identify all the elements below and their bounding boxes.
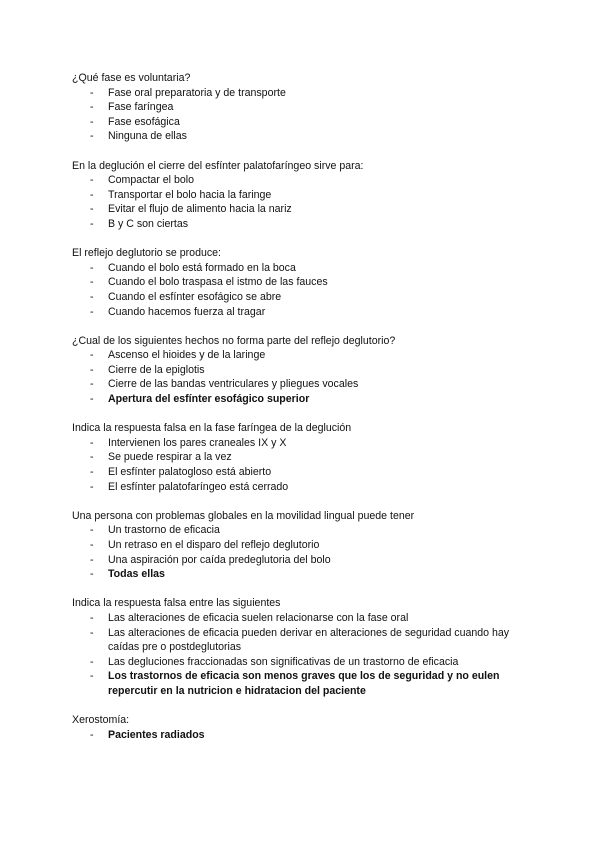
- answer-text: Se puede respirar a la vez: [108, 451, 232, 464]
- answer-option: [72, 377, 532, 392]
- question-text: Una persona con problemas globales en la movilidad lingual puede tener: [72, 509, 415, 522]
- answer-option: [72, 465, 532, 480]
- answer-text: Un trastorno de eficacia: [108, 524, 220, 537]
- dash-bullet-icon: -: [90, 568, 94, 581]
- question-block: [72, 596, 532, 698]
- question-text: En la deglución el cierre del esfínter palatofaríngeo sirve para:: [72, 159, 364, 172]
- answer-option: [72, 188, 532, 203]
- dash-bullet-icon: -: [90, 524, 94, 537]
- question-block: [72, 334, 532, 407]
- dash-bullet-icon: -: [90, 626, 94, 639]
- answer-option-highlighted: [72, 392, 532, 407]
- answer-list: [72, 173, 532, 231]
- answer-text: Ninguna de ellas: [108, 130, 187, 143]
- answer-list: [72, 728, 532, 743]
- answer-text: B y C son ciertas: [108, 217, 189, 230]
- dash-bullet-icon: -: [90, 480, 94, 493]
- dash-bullet-icon: -: [90, 451, 94, 464]
- answer-text: Evitar el flujo de alimento hacia la nariz: [108, 203, 292, 216]
- dash-bullet-icon: -: [90, 393, 94, 406]
- question-block: [72, 421, 532, 494]
- answer-text: Las alteraciones de eficacia pueden derivar en alteraciones de seguridad cuando hay caídas pre o postdeglutorias: [108, 626, 510, 654]
- answer-text: Los trastornos de eficacia son menos graves que los de seguridad y no eulen repercutir en la nutricion e hidratacion del paciente: [108, 670, 500, 697]
- dash-bullet-icon: -: [90, 539, 94, 551]
- question-text: Indica la respuesta falsa entre las siguientes: [72, 597, 281, 610]
- question-text: ¿Cual de los siguientes hechos no forma parte del reflejo deglutorio?: [72, 334, 396, 347]
- answer-option: [72, 261, 532, 276]
- question-block: [72, 159, 532, 232]
- answer-option: [72, 129, 532, 144]
- answer-option-highlighted: [72, 728, 532, 743]
- answer-option: [72, 275, 532, 290]
- answer-option: [72, 655, 532, 670]
- answer-text: Fase esofágica: [108, 115, 180, 128]
- dash-bullet-icon: -: [90, 276, 94, 289]
- question-block: [72, 509, 532, 582]
- answer-option: [72, 523, 532, 538]
- answer-list: [72, 523, 532, 581]
- answer-text: Cuando el bolo está formado en la boca: [108, 261, 296, 274]
- answer-option-highlighted: [72, 567, 532, 582]
- dash-bullet-icon: -: [90, 553, 94, 566]
- answer-option: [72, 290, 532, 305]
- question-text: El reflejo deglutorio se produce:: [72, 247, 221, 260]
- answer-option: [72, 305, 532, 320]
- dash-bullet-icon: -: [90, 349, 94, 362]
- dash-bullet-icon: -: [90, 378, 94, 391]
- dash-bullet-icon: -: [90, 174, 94, 187]
- quiz-content: [72, 71, 532, 757]
- answer-text: Apertura del esfínter esofágico superior: [108, 393, 310, 406]
- answer-text: Un retraso en el disparo del reflejo deglutorio: [108, 539, 320, 551]
- dash-bullet-icon: -: [90, 305, 94, 318]
- dash-bullet-icon: -: [90, 466, 94, 479]
- answer-text: Cuando el bolo traspasa el istmo de las fauces: [108, 276, 328, 289]
- dash-bullet-icon: -: [90, 203, 94, 216]
- answer-option: [72, 450, 532, 465]
- answer-option: [72, 626, 532, 655]
- answer-text: Las degluciones fraccionadas son significativas de un trastorno de eficacia: [108, 655, 459, 668]
- answer-text: Compactar el bolo: [108, 174, 194, 187]
- answer-text: Pacientes radiados: [108, 728, 205, 741]
- answer-option: [72, 538, 532, 553]
- dash-bullet-icon: -: [90, 728, 94, 741]
- answer-text: El esfínter palatogloso está abierto: [108, 466, 272, 479]
- answer-text: Ascenso el hioides y de la laringe: [108, 349, 266, 362]
- dash-bullet-icon: -: [90, 436, 94, 449]
- answer-option: [72, 217, 532, 232]
- question-text: ¿Qué fase es voluntaria?: [72, 72, 191, 84]
- answer-option-highlighted: [72, 669, 532, 698]
- dash-bullet-icon: -: [90, 217, 94, 230]
- dash-bullet-icon: -: [90, 101, 94, 114]
- question-block: [72, 713, 532, 742]
- answer-text: Todas ellas: [108, 568, 165, 581]
- answer-text: Fase oral preparatoria y de transporte: [108, 86, 286, 99]
- answer-text: Cierre de la epiglotis: [108, 363, 205, 376]
- answer-text: Fase faríngea: [108, 101, 174, 114]
- dash-bullet-icon: -: [90, 670, 94, 683]
- answer-list: [72, 261, 532, 319]
- answer-text: Cierre de las bandas ventriculares y pliegues vocales: [108, 378, 359, 391]
- answer-option: [72, 100, 532, 115]
- answer-list: [72, 348, 532, 406]
- dash-bullet-icon: -: [90, 130, 94, 143]
- answer-text: El esfínter palatofaríngeo está cerrado: [108, 480, 289, 493]
- answer-option: [72, 553, 532, 568]
- answer-option: [72, 363, 532, 378]
- answer-option: [72, 115, 532, 130]
- question-block: [72, 246, 532, 319]
- answer-option: [72, 480, 532, 495]
- dash-bullet-icon: -: [90, 363, 94, 376]
- dash-bullet-icon: -: [90, 261, 94, 274]
- answer-option: [72, 348, 532, 363]
- answer-option: [72, 86, 532, 101]
- answer-option: [72, 173, 532, 188]
- question-block: [72, 71, 532, 144]
- answer-list: [72, 86, 532, 144]
- answer-list: [72, 611, 532, 699]
- answer-text: Una aspiración por caída predeglutoria del bolo: [108, 553, 331, 566]
- dash-bullet-icon: -: [90, 611, 94, 624]
- answer-text: Transportar el bolo hacia la faringe: [108, 188, 272, 201]
- answer-option: [72, 436, 532, 451]
- answer-text: Cuando el esfínter esofágico se abre: [108, 290, 282, 303]
- dash-bullet-icon: -: [90, 115, 94, 128]
- question-text: Xerostomía:: [72, 714, 130, 727]
- answer-list: [72, 436, 532, 494]
- dash-bullet-icon: -: [90, 290, 94, 303]
- question-text: Indica la respuesta falsa en la fase faríngea de la deglución: [72, 422, 352, 435]
- dash-bullet-icon: -: [90, 188, 94, 201]
- answer-option: [72, 611, 532, 626]
- dash-bullet-icon: -: [90, 86, 94, 99]
- answer-option: [72, 202, 532, 217]
- answer-text: Cuando hacemos fuerza al tragar: [108, 305, 266, 318]
- answer-text: Intervienen los pares craneales IX y X: [108, 436, 287, 449]
- answer-text: Las alteraciones de eficacia suelen relacionarse con la fase oral: [108, 611, 409, 624]
- dash-bullet-icon: -: [90, 655, 94, 668]
